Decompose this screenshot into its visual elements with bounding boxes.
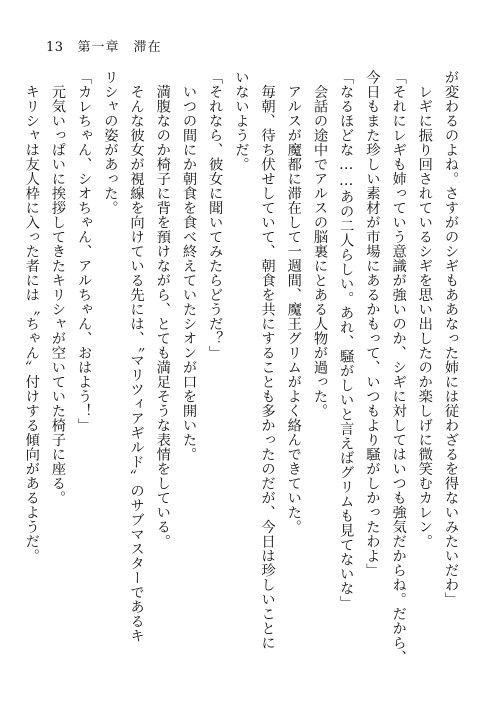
vertical-text-body xyxy=(19,70,464,670)
text-line: 満腹なのか椅子に背を預けながら、とても満足そうな表情をしている。 xyxy=(154,70,171,549)
text-line: 「それなら、彼女に聞いてみたらどうだ？」 xyxy=(207,70,224,360)
chapter-title: 第一章 滞在 xyxy=(77,40,162,55)
text-line: そんな彼女が視線を向けている先には、〝マリツィアギルド〟のサブマスターであるキ xyxy=(128,70,145,643)
page-header xyxy=(46,36,162,55)
text-line: いないようだ。 xyxy=(233,70,250,172)
text-line: 「それにレギも姉っていう意識が強いのか、シギに対してはいつも強気だからね。だから、 xyxy=(390,70,407,665)
text-line: 「なるほどな……あの二人らしい。あれ、騒がしいと言えばグリムも見てないな」 xyxy=(338,70,355,610)
text-line: 今日もまた珍しい素材が市場にあるかもって、いつもより騒がしかったわよ」 xyxy=(364,70,381,578)
text-line: いつの間にか朝食を食べ終えていたシオンが口を開いた。 xyxy=(180,70,197,462)
text-line: レギに振り回されているシギを思い出したのか楽しげに微笑むカレン。 xyxy=(416,70,433,549)
text-line: キリシャは友人枠に入った者には〝ちゃん〟付けする傾向があるようだ。 xyxy=(23,70,40,563)
page-number: 13 xyxy=(46,40,64,55)
text-line: が変わるのよね。さすがのシギもああなった姉には従わざるを得ないみたいだわ」 xyxy=(443,70,459,607)
text-line: 「カレちゃん、シオちゃん、アルちゃん、おはよう！」 xyxy=(76,70,93,433)
text-line: 毎朝、待ち伏せしていて、朝食を共にすることも多かったのだが、今日は珍しいことに xyxy=(259,70,276,650)
text-line: 元気いっぱいに挨拶してきたキリシャが空いていた椅子に座る。 xyxy=(49,70,66,505)
text-line: 会話の途中でアルスの脳裏にとある人物が過った。 xyxy=(311,70,328,418)
text-line: アルスが魔都に滞在して一週間、魔王グリムがよく絡んできていた。 xyxy=(285,70,302,534)
text-line: リシャの姿があった。 xyxy=(102,70,119,215)
